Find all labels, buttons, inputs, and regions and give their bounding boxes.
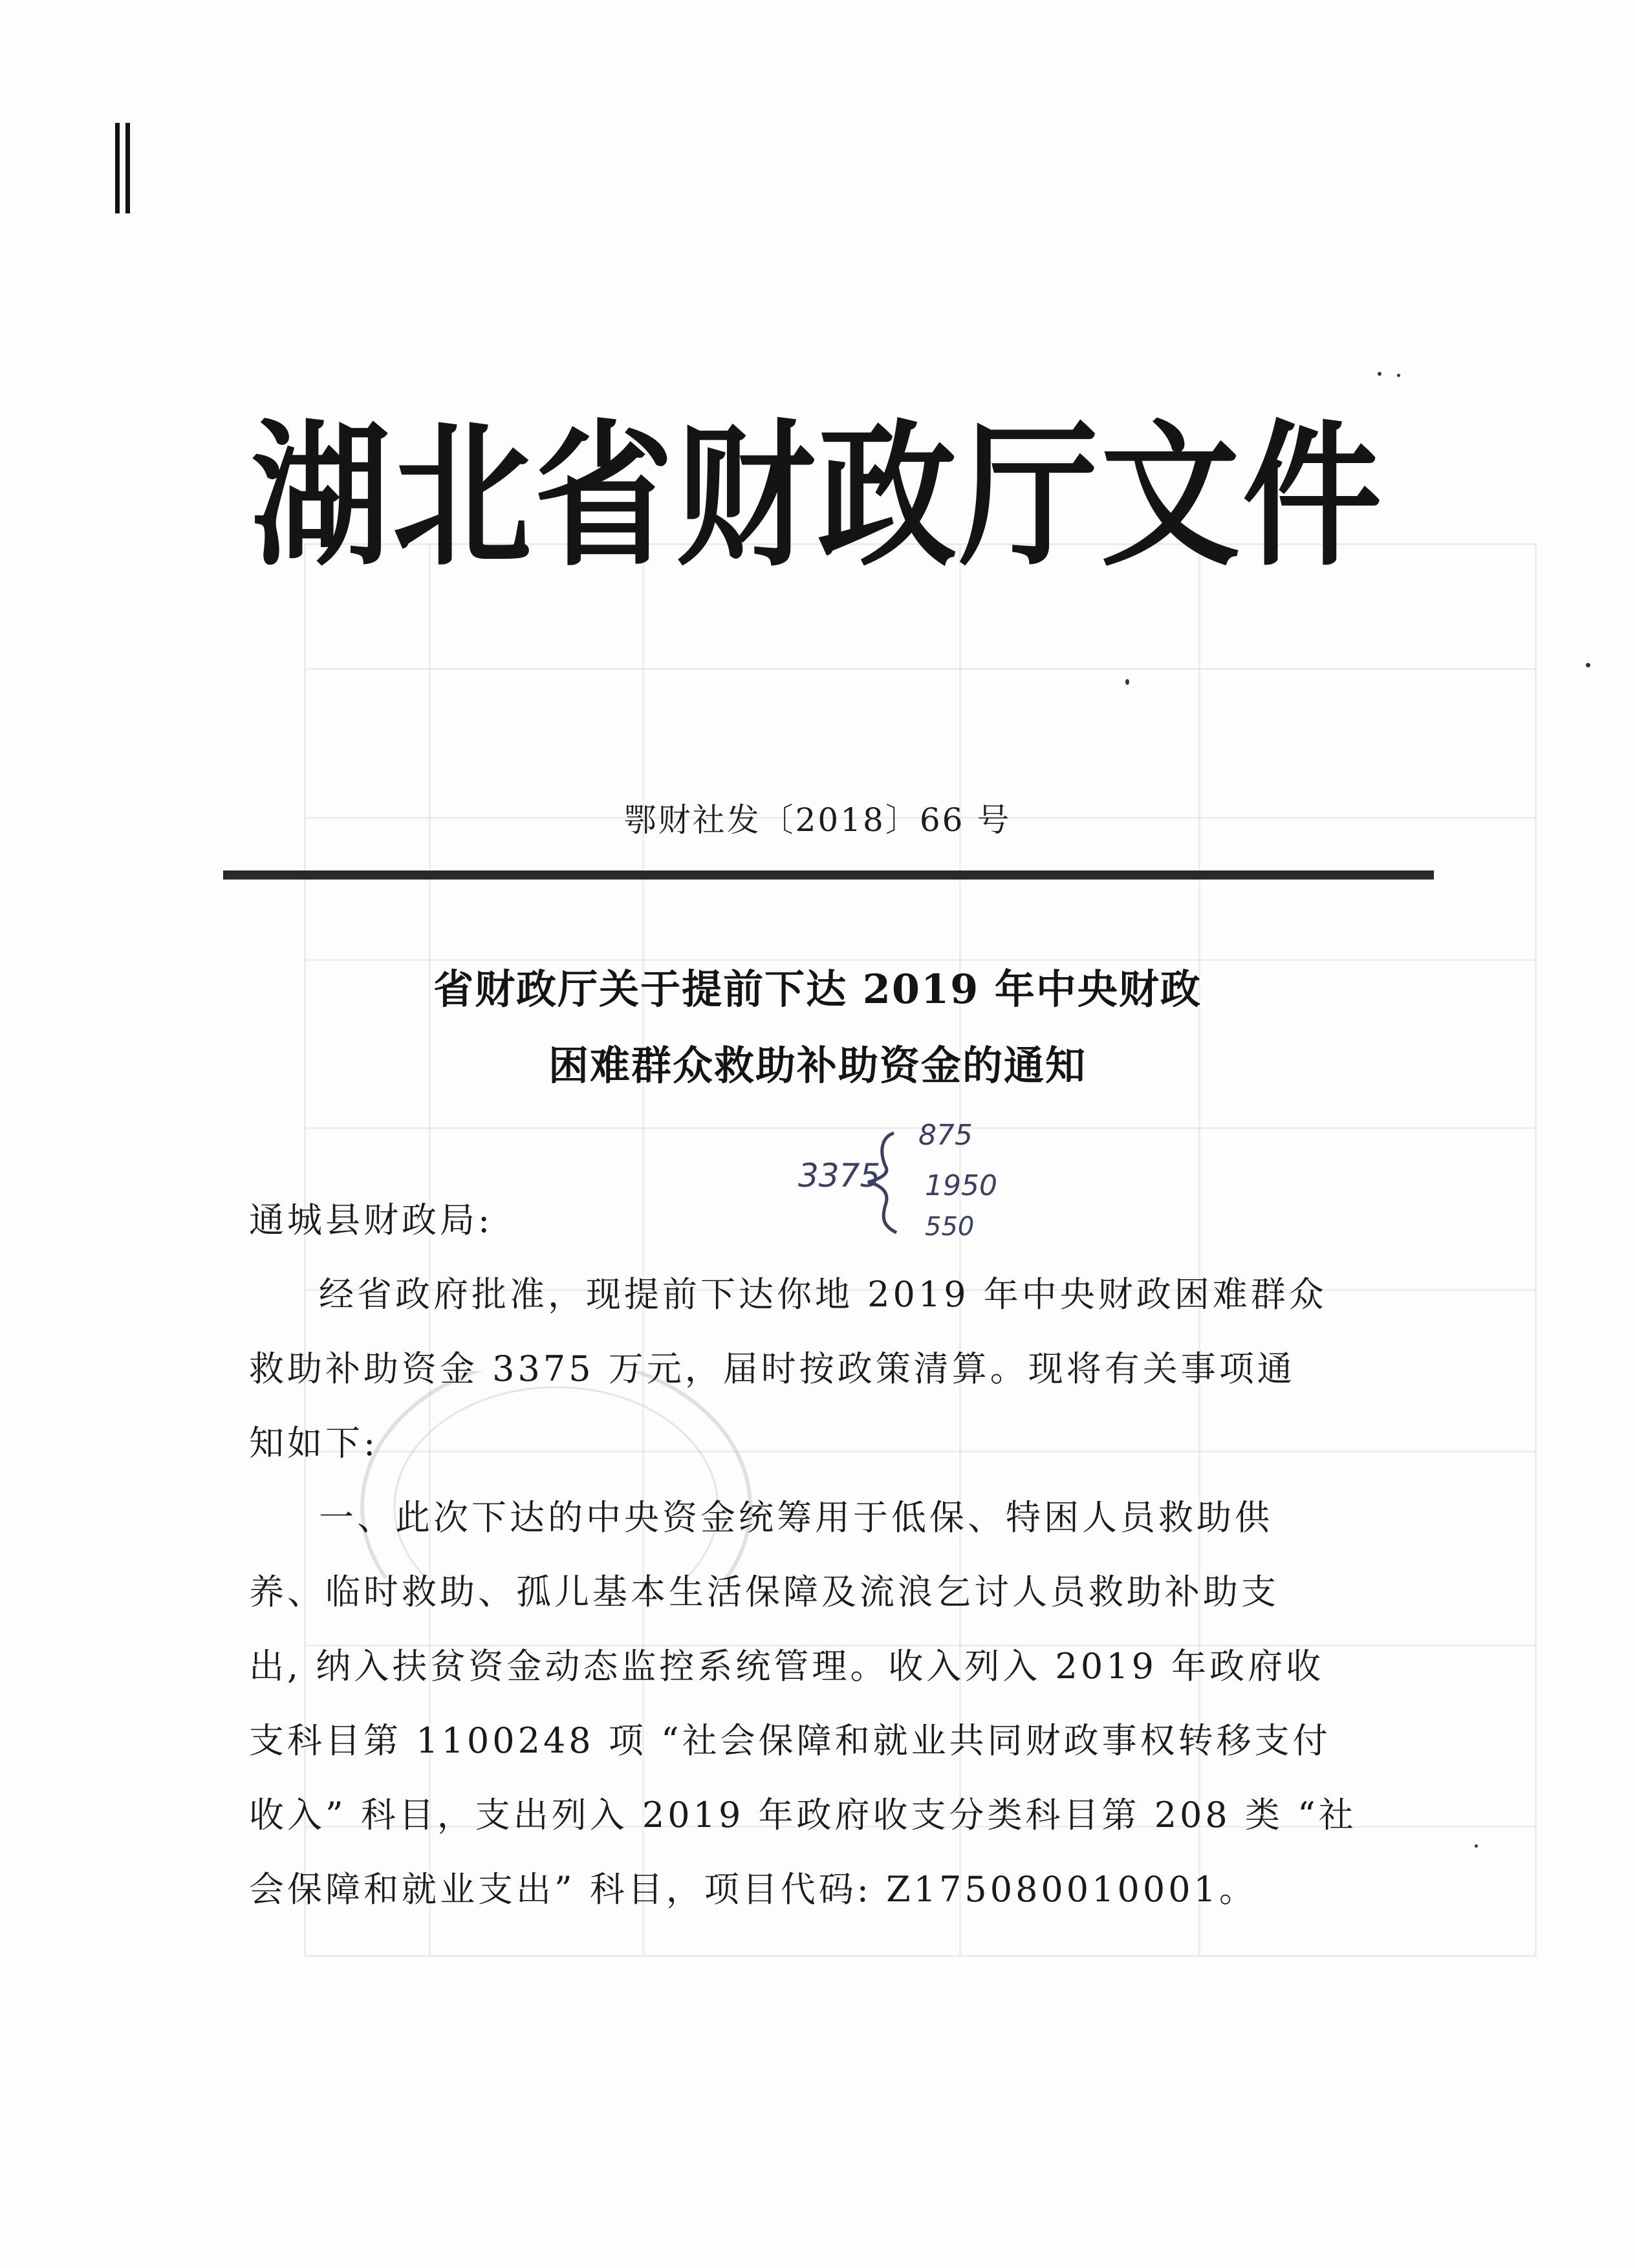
handwritten-part-2: 1950 xyxy=(925,1169,997,1202)
scan-speck xyxy=(1397,374,1400,377)
paragraph-1-line-2: 救助补助资金 3375 万元，届时按政策清算。现将有关事项通 xyxy=(249,1348,1295,1389)
scan-speck xyxy=(1475,1844,1478,1848)
paragraph-1-line-1: 经省政府批准，现提前下达你地 2019 年中央财政困难群众 xyxy=(319,1274,1327,1315)
paragraph-2-line-3: 出, 纳入扶贫资金动态监控系统管理。收入列入 2019 年政府收 xyxy=(249,1646,1325,1687)
handwritten-total: 3375 xyxy=(798,1157,881,1194)
paragraph-2-line-1: 一、此次下达的中央资金统筹用于低保、特困人员救助供 xyxy=(319,1497,1273,1538)
paragraph-2-line-6: 会保障和就业支出” 科目，项目代码: Z175080010001。 xyxy=(249,1869,1257,1910)
scan-speck xyxy=(1125,679,1129,685)
seal-show-through xyxy=(349,1371,763,1578)
paragraph-2-line-4: 支科目第 1100248 项 “社会保障和就业共同财政事权转移支付 xyxy=(249,1720,1331,1761)
paragraph-2-line-2: 养、临时救助、孤儿基本生活保障及流浪乞讨人员救助补助支 xyxy=(249,1571,1279,1612)
document-header-title: 湖北省财政厅文件 xyxy=(251,405,1384,588)
scan-speck xyxy=(1378,372,1381,376)
handwritten-part-1: 875 xyxy=(918,1119,973,1152)
handwritten-part-3: 550 xyxy=(925,1212,975,1242)
document-title-line-1: 省财政厅关于提前下达 2019 年中央财政 xyxy=(433,966,1202,1013)
scan-speck xyxy=(1586,663,1590,667)
header-divider-rule xyxy=(223,870,1434,880)
paragraph-1-line-3: 知如下: xyxy=(249,1423,379,1463)
binding-mark xyxy=(115,123,132,213)
document-number: 鄂财社发〔2018〕66 号 xyxy=(623,801,1012,839)
paragraph-2-line-5: 收入” 科目，支出列入 2019 年政府收支分类科目第 208 类 “社 xyxy=(249,1795,1357,1835)
addressee: 通城县财政局: xyxy=(249,1200,493,1240)
document-title-line-2: 困难群众救助补助资金的通知 xyxy=(548,1042,1087,1089)
